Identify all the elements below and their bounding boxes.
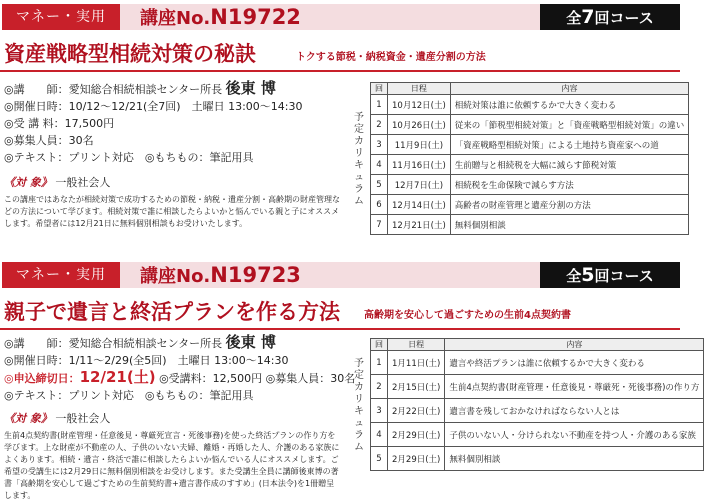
session-date: 12月14日(土): [388, 195, 451, 215]
header-date: 日程: [388, 83, 451, 95]
course-code-number: N19723: [210, 263, 301, 287]
fee-line: ◎受 講 料：17,500円: [4, 117, 115, 130]
session-date: 2月15日(土): [388, 375, 445, 399]
session-content: 生前贈与と相続税を大幅に減らす節税対策: [450, 155, 689, 175]
materials-line: ◎テキスト：プリント対応 ◎もちもの：筆記用具: [4, 151, 254, 164]
session-date: 11月9日(土): [388, 135, 451, 155]
header-content: 内容: [450, 83, 689, 95]
curriculum-body: [371, 95, 689, 235]
capacity-line: ◎募集人員：30名: [4, 134, 94, 147]
session-number: 4: [371, 155, 388, 175]
session-content: 「資産戦略型相続対策」による土地持ち資産家への道: [450, 135, 689, 155]
session-number: 7: [371, 215, 388, 235]
course-title: 親子で遺言と終活プランを作る方法: [4, 299, 340, 324]
deadline-line: [4, 368, 356, 387]
lecturer-label: ◎講 師：愛知総合相続相談センター所長: [4, 337, 223, 350]
materials-line: ◎テキスト：プリント対応 ◎もちもの：筆記用具: [4, 389, 254, 402]
session-content: 無料個別相談: [445, 447, 704, 471]
schedule-line: ◎開催日時：1/11～2/29(全5回) 土曜日 13:00～14:30: [4, 354, 289, 367]
session-count-badge: [540, 262, 680, 288]
session-date: 1月11日(土): [388, 351, 445, 375]
lecturer-name: 後東 博: [225, 79, 276, 97]
curriculum-row: [371, 95, 689, 115]
sessions-suffix: 回コース: [594, 267, 654, 285]
curriculum-row: [371, 155, 689, 175]
curriculum-table: [370, 338, 704, 471]
session-content: 従来の「節税型相続対策」と「資産戦略型相続対策」の違い: [450, 115, 689, 135]
lecturer-label: ◎講 師：愛知総合相続相談センター所長: [4, 83, 223, 96]
session-number: 5: [371, 447, 388, 471]
target-value: 一般社会人: [55, 412, 111, 425]
target-label: 《対 象》: [4, 176, 52, 189]
session-number: 3: [371, 399, 388, 423]
target-line: [4, 174, 340, 191]
curriculum-row: [371, 175, 689, 195]
course-banner: [0, 258, 680, 290]
session-content: 遺言や終活プランは誰に依頼するかで大きく変わる: [445, 351, 704, 375]
curriculum-row: [371, 399, 704, 423]
curriculum-row: [371, 447, 704, 471]
fee-line: ◎受講料：12,500円: [159, 372, 263, 385]
session-content: 相続税を生命保険で減らす方法: [450, 175, 689, 195]
session-content: 相続対策は誰に依頼するかで大きく変わる: [450, 95, 689, 115]
session-content: 遺言書を残しておかなければならない人とは: [445, 399, 704, 423]
header-no: 回: [371, 83, 388, 95]
curriculum-label: 予定カリキュラム: [354, 358, 364, 453]
lecturer-line: [4, 80, 340, 98]
session-number: 3: [371, 135, 388, 155]
category-label: マネー・実用: [2, 4, 120, 30]
curriculum-row: [371, 195, 689, 215]
session-number: 5: [371, 175, 388, 195]
lecturer-name: 後東 博: [225, 333, 276, 351]
curriculum-row: [371, 115, 689, 135]
session-number: 1: [371, 95, 388, 115]
session-date: 12月7日(土): [388, 175, 451, 195]
capacity-line: ◎募集人員：30名: [265, 372, 356, 385]
course-title: 資産戦略型相続対策の秘訣: [4, 41, 256, 66]
sessions-count: 7: [581, 6, 595, 28]
curriculum-row: [371, 215, 689, 235]
course-info: [4, 80, 340, 230]
course-n19722: [0, 0, 685, 250]
course-code-prefix: 講座No.: [140, 266, 211, 287]
course-subtitle: トクする節税・納税資金・遺産分割の方法: [296, 52, 486, 63]
course-description: この講座ではあなたが相続対策で成功するための節税・納税・遺産分割・高齢期の財産管理などの方法について学びます。相続対策で誰に相談したらよいかと悩んでいる親と子にオススメします。希望者には12月21日に無料個別相談もお受けいたします。: [4, 195, 340, 228]
sessions-count: 5: [581, 264, 595, 286]
deadline-label: ◎申込締切日：: [4, 372, 80, 385]
sessions-prefix: 全: [566, 9, 582, 27]
course-banner: [0, 0, 680, 32]
course-n19723: [0, 258, 700, 500]
lecturer-line: [4, 334, 340, 352]
session-date: 2月29日(土): [388, 447, 445, 471]
session-date: 12月21日(土): [388, 215, 451, 235]
category-label: マネー・実用: [2, 262, 120, 288]
target-label: 《対 象》: [4, 412, 52, 425]
sessions-prefix: 全: [566, 267, 582, 285]
deadline-value: 12/21(土): [79, 368, 156, 386]
course-code: [120, 262, 540, 288]
curriculum-row: [371, 351, 704, 375]
curriculum-header-row: [371, 339, 704, 351]
curriculum-header-row: [371, 83, 689, 95]
session-date: 10月26日(土): [388, 115, 451, 135]
course-subtitle: 高齢期を安心して過ごすための生前4点契約書: [364, 310, 571, 321]
curriculum-row: [371, 375, 704, 399]
session-date: 11月16日(土): [388, 155, 451, 175]
curriculum-row: [371, 423, 704, 447]
title-row: [0, 290, 680, 330]
curriculum-table: [370, 82, 689, 235]
target-line: [4, 410, 340, 427]
course-code-prefix: 講座No.: [140, 8, 211, 29]
session-date: 2月29日(土): [388, 423, 445, 447]
header-no: 回: [371, 339, 388, 351]
curriculum-row: [371, 135, 689, 155]
session-content: 高齢者の財産管理と遺産分割の方法: [450, 195, 689, 215]
course-info: [4, 333, 356, 502]
course-code: [120, 4, 540, 30]
session-date: 10月12日(土): [388, 95, 451, 115]
session-number: 2: [371, 115, 388, 135]
session-content: 生前4点契約書(財産管理・任意後見・尊厳死・死後事務)の作り方: [445, 375, 704, 399]
sessions-suffix: 回コース: [594, 9, 654, 27]
title-row: [0, 32, 680, 72]
session-date: 2月22日(土): [388, 399, 445, 423]
target-value: 一般社会人: [55, 176, 111, 189]
curriculum-body: [371, 351, 704, 471]
session-content: 無料個別相談: [450, 215, 689, 235]
session-number: 6: [371, 195, 388, 215]
course-code-number: N19722: [210, 5, 301, 29]
header-date: 日程: [388, 339, 445, 351]
header-content: 内容: [445, 339, 704, 351]
curriculum-label: 予定カリキュラム: [354, 112, 364, 207]
session-number: 1: [371, 351, 388, 375]
session-content: 子供のいない人・分けられない不動産を持つ人・介護のある家族: [445, 423, 704, 447]
schedule-line: ◎開催日時：10/12～12/21(全7回) 土曜日 13:00～14:30: [4, 100, 303, 113]
session-count-badge: [540, 4, 680, 30]
session-number: 2: [371, 375, 388, 399]
course-description: 生前4点契約書(財産管理・任意後見・尊厳死宣言・死後事務)を使った終活プランの作り方を学びます。上な財産が不動産の人、子供のいない夫婦、離婚・再婚した人、介護のある家族によくあります。相続・遺言・終活で誰に相談したらよいか悩んでいる人にオススメします。ご希望の受講生には2月29日に無料個別相談をお受けします。また受講生全員に講師後東博の著書「高齢期を安心して過ごすための生前契約書+遺言書作成のすすめ」(日本法令)を1冊贈呈します。: [4, 431, 340, 500]
session-number: 4: [371, 423, 388, 447]
